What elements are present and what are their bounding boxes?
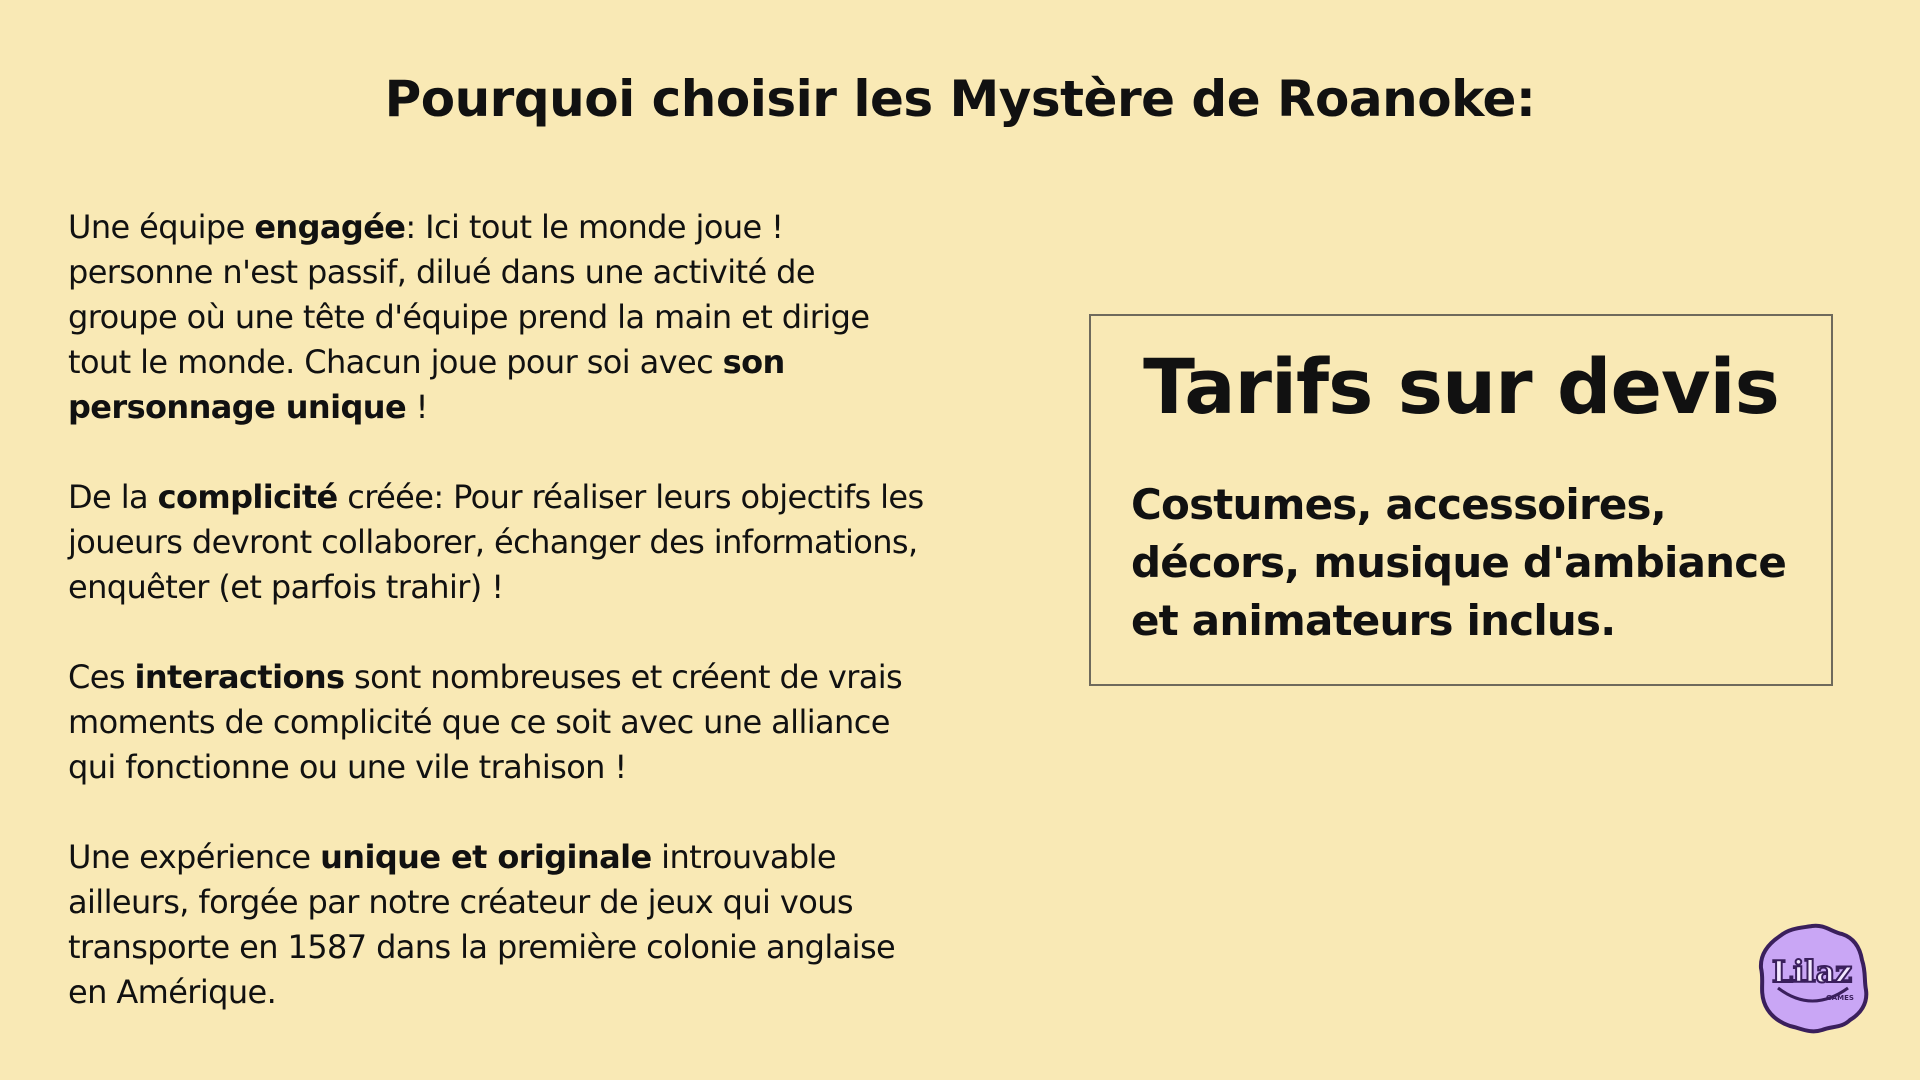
emphasis-complicity: complicité bbox=[157, 478, 338, 516]
logo-text: Lilaz bbox=[1771, 955, 1853, 990]
pricing-title: Tarifs sur devis bbox=[1143, 342, 1779, 431]
text-segment: introuvable ailleurs, forgée par notre créateur de jeux qui vous transporte en 1587 dans la première colonie anglaise en Amérique. bbox=[68, 838, 896, 1011]
logo-subtext: GAMES bbox=[1826, 994, 1854, 1002]
text-segment: : Ici tout le monde joue ! personne n'est passif, dilué dans une activité de groupe où une tête d'équipe prend la main et dirige tout le monde. Chacun joue pour soi avec bbox=[68, 208, 870, 381]
text-segment: ! bbox=[406, 388, 428, 426]
pricing-description: Costumes, accessoires, décors, musique d'ambiance et animateurs inclus. bbox=[1131, 480, 1787, 645]
benefit-paragraph-unique-experience bbox=[68, 835, 928, 1015]
text-segment: Une expérience bbox=[68, 838, 321, 876]
pricing-box bbox=[1089, 314, 1833, 686]
lilaz-games-logo-icon bbox=[1752, 918, 1872, 1038]
text-segment: créée: Pour réaliser leurs objectifs les joueurs devront collaborer, échanger des informations, enquêter (et parfois trahir) ! bbox=[68, 478, 924, 606]
benefit-paragraph-complicity bbox=[68, 475, 928, 610]
emphasis-unique-character: son personnage unique bbox=[68, 343, 785, 426]
text-segment: Ces bbox=[68, 658, 135, 696]
page-title: Pourquoi choisir les Mystère de Roanoke: bbox=[384, 70, 1536, 128]
text-segment: Une équipe bbox=[68, 208, 255, 246]
benefits-list bbox=[68, 205, 928, 1060]
emphasis-interactions: interactions bbox=[134, 658, 345, 696]
emphasis-engaged: engagée bbox=[254, 208, 406, 246]
emphasis-unique-original: unique et originale bbox=[320, 838, 652, 876]
text-segment: sont nombreuses et créent de vrais moments de complicité que ce soit avec une alliance qui fonctionne ou une vile trahison ! bbox=[68, 658, 903, 786]
benefit-paragraph-interactions bbox=[68, 655, 928, 790]
text-segment: De la bbox=[68, 478, 158, 516]
logo-graphic bbox=[1752, 918, 1872, 1038]
benefit-paragraph-engaged-team bbox=[68, 205, 928, 430]
